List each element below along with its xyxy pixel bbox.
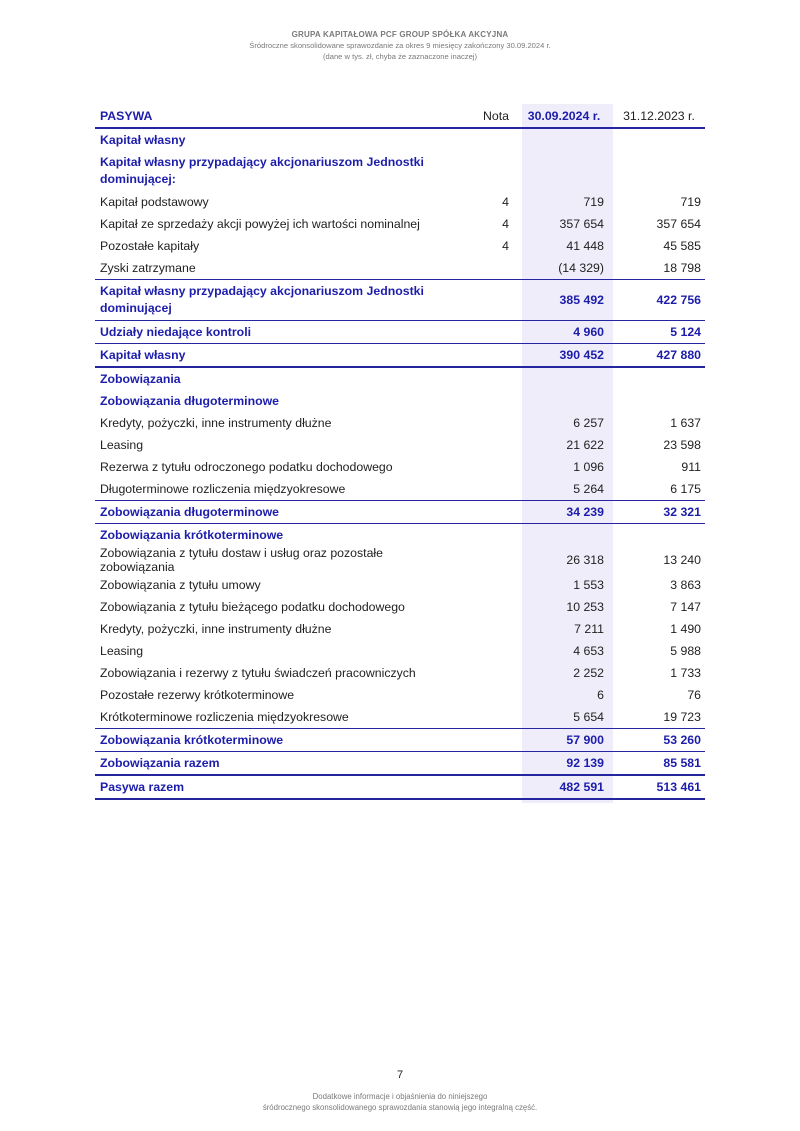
row-nota bbox=[465, 662, 515, 684]
row-nota bbox=[465, 618, 515, 640]
row-nota bbox=[465, 257, 515, 280]
row-previous-value bbox=[613, 524, 705, 547]
row-nota bbox=[465, 128, 515, 151]
row-label: Zobowiązania razem bbox=[95, 752, 465, 776]
page-number: 7 bbox=[396, 1069, 404, 1081]
row-current-value: 4 960 bbox=[515, 321, 613, 344]
row-current-value: 34 239 bbox=[515, 501, 613, 524]
row-previous-value: 427 880 bbox=[613, 344, 705, 368]
row-current-value: 21 622 bbox=[566, 438, 604, 452]
row-previous-value: 3 863 bbox=[670, 578, 701, 592]
row-current-value: 2 252 bbox=[573, 666, 604, 680]
liabilities-table bbox=[95, 104, 705, 800]
row-current-value: (14 329) bbox=[558, 261, 604, 275]
table-row bbox=[95, 213, 705, 235]
report-title: Śródroczne skonsolidowane sprawozdanie za okres 9 miesięcy zakończony 30.09.2024 r. bbox=[249, 41, 551, 50]
row-nota bbox=[465, 596, 515, 618]
row-label: Rezerwa z tytułu odroczonego podatku dochodowego bbox=[100, 460, 393, 474]
row-label: Leasing bbox=[100, 438, 144, 452]
row-previous-value: 911 bbox=[681, 460, 701, 474]
row-current-value: 390 452 bbox=[515, 344, 613, 368]
row-nota bbox=[465, 706, 515, 729]
row-nota bbox=[465, 321, 515, 344]
table-row bbox=[95, 706, 705, 729]
row-nota: 4 bbox=[502, 217, 509, 231]
table-row bbox=[95, 367, 705, 390]
table-row-subtotal bbox=[95, 501, 705, 524]
row-previous-value: 53 260 bbox=[613, 729, 705, 752]
row-current-value: 7 211 bbox=[574, 622, 604, 636]
row-previous-value: 76 bbox=[687, 688, 701, 702]
table-row-subtotal bbox=[95, 729, 705, 752]
row-label: Kredyty, pożyczki, inne instrumenty dłużne bbox=[100, 416, 332, 430]
row-nota bbox=[465, 456, 515, 478]
row-current-value bbox=[515, 367, 613, 390]
row-label: Krótkoterminowe rozliczenia międzyokresowe bbox=[100, 710, 349, 724]
row-previous-value: 6 175 bbox=[670, 482, 701, 496]
table-row bbox=[95, 434, 705, 456]
row-current-value bbox=[515, 390, 613, 412]
row-current-value: 5 654 bbox=[573, 710, 604, 724]
company-name: GRUPA KAPITAŁOWA PCF GROUP SPÓŁKA AKCYJNA bbox=[291, 30, 509, 39]
row-previous-value: 23 598 bbox=[663, 438, 701, 452]
row-label: Leasing bbox=[100, 644, 144, 658]
footer-line-1: Dodatkowe informacje i objaśnienia do niniejszego bbox=[312, 1092, 488, 1101]
units-note: (dane w tys. zł, chyba że zaznaczone inaczej) bbox=[322, 52, 478, 61]
row-previous-value: 357 654 bbox=[656, 217, 701, 231]
table-row-grand-total bbox=[95, 775, 705, 799]
row-previous-value: 7 147 bbox=[670, 600, 701, 614]
row-current-value bbox=[515, 128, 613, 151]
table-row bbox=[95, 574, 705, 596]
row-current-value: 719 bbox=[583, 195, 604, 209]
row-previous-value: 32 321 bbox=[613, 501, 705, 524]
row-previous-value bbox=[613, 128, 705, 151]
row-label: Pasywa razem bbox=[95, 775, 465, 799]
table-row bbox=[95, 524, 705, 547]
row-label: Udziały niedające kontroli bbox=[95, 321, 465, 344]
table-row-total bbox=[95, 752, 705, 776]
table-header-row bbox=[95, 104, 705, 128]
row-label: Zobowiązania długoterminowe bbox=[95, 501, 465, 524]
row-nota bbox=[465, 546, 515, 574]
row-previous-value bbox=[613, 390, 705, 412]
document-header bbox=[0, 29, 800, 62]
row-label: Zobowiązania krótkoterminowe bbox=[100, 528, 284, 542]
row-label: Zobowiązania z tytułu dostaw i usług oraz pozostałe zobowiązania bbox=[100, 546, 383, 574]
row-label: Długoterminowe rozliczenia międzyokresowe bbox=[100, 482, 346, 496]
row-label: Kredyty, pożyczki, inne instrumenty dłużne bbox=[100, 622, 332, 636]
row-previous-value: 422 756 bbox=[613, 280, 705, 321]
table-row-total bbox=[95, 344, 705, 368]
row-label: Zyski zatrzymane bbox=[100, 261, 196, 275]
row-label: Pozostałe kapitały bbox=[100, 239, 200, 253]
row-previous-value: 85 581 bbox=[613, 752, 705, 776]
row-previous-value: 45 585 bbox=[663, 239, 701, 253]
column-header-label: PASYWA bbox=[95, 104, 465, 128]
row-nota: 4 bbox=[502, 195, 509, 209]
row-current-value: 1 553 bbox=[573, 578, 604, 592]
row-label: Kapitał własny bbox=[95, 344, 465, 368]
table-row bbox=[95, 618, 705, 640]
row-nota bbox=[465, 729, 515, 752]
table-row bbox=[95, 235, 705, 257]
footer-line-2: śródrocznego skonsolidowanego sprawozdania stanowią jego integralną część. bbox=[262, 1103, 538, 1112]
row-current-value: 10 253 bbox=[566, 600, 604, 614]
table-row bbox=[95, 151, 705, 191]
row-nota bbox=[465, 524, 515, 547]
row-current-value: 357 654 bbox=[559, 217, 604, 231]
row-previous-value: 18 798 bbox=[663, 261, 701, 275]
row-label: Kapitał ze sprzedaży akcji powyżej ich wartości nominalnej bbox=[100, 217, 420, 231]
row-label: Zobowiązania długoterminowe bbox=[100, 394, 279, 408]
row-nota bbox=[465, 574, 515, 596]
row-current-value: 4 653 bbox=[573, 644, 604, 658]
row-previous-value: 5 124 bbox=[613, 321, 705, 344]
row-previous-value: 1 637 bbox=[670, 416, 701, 430]
table-row bbox=[95, 546, 705, 574]
row-label: Kapitał własny przypadający akcjonariuszom Jednostki dominującej: bbox=[100, 155, 424, 186]
row-current-value: 26 318 bbox=[566, 553, 604, 567]
row-previous-value: 1 733 bbox=[670, 666, 701, 680]
row-previous-value: 719 bbox=[680, 195, 701, 209]
table-row bbox=[95, 478, 705, 501]
row-previous-value: 5 988 bbox=[670, 644, 701, 658]
row-label: Kapitał własny przypadający akcjonariuszom Jednostki dominującej bbox=[95, 280, 465, 321]
row-nota bbox=[465, 390, 515, 412]
row-nota bbox=[465, 775, 515, 799]
row-previous-value: 13 240 bbox=[663, 553, 701, 567]
row-label: Zobowiązania z tytułu umowy bbox=[100, 578, 261, 592]
table-row bbox=[95, 640, 705, 662]
table-row bbox=[95, 191, 705, 213]
row-nota bbox=[465, 412, 515, 434]
row-label: Zobowiązania i rezerwy z tytułu świadczeń pracowniczych bbox=[100, 666, 416, 680]
row-label: Pozostałe rezerwy krótkoterminowe bbox=[100, 688, 295, 702]
row-nota: 4 bbox=[502, 239, 509, 253]
row-label: Zobowiązania z tytułu bieżącego podatku dochodowego bbox=[100, 600, 405, 614]
row-label: Zobowiązania krótkoterminowe bbox=[95, 729, 465, 752]
liabilities-table-wrapper bbox=[95, 104, 705, 800]
row-nota bbox=[465, 501, 515, 524]
row-label: Zobowiązania bbox=[100, 372, 181, 386]
row-nota bbox=[465, 640, 515, 662]
row-current-value: 6 257 bbox=[573, 416, 604, 430]
row-current-value bbox=[515, 151, 613, 191]
table-row-subtotal bbox=[95, 321, 705, 344]
row-nota bbox=[465, 151, 515, 191]
row-nota bbox=[465, 344, 515, 368]
row-previous-value bbox=[613, 151, 705, 191]
row-previous-value: 513 461 bbox=[613, 775, 705, 799]
page-footer bbox=[0, 1091, 800, 1113]
row-current-value: 6 bbox=[597, 688, 604, 702]
table-row bbox=[95, 456, 705, 478]
table-row-subtotal bbox=[95, 280, 705, 321]
row-label: Kapitał własny bbox=[100, 133, 186, 147]
row-previous-value: 1 490 bbox=[670, 622, 701, 636]
row-current-value: 41 448 bbox=[566, 239, 604, 253]
row-nota bbox=[465, 434, 515, 456]
row-current-value: 482 591 bbox=[515, 775, 613, 799]
table-row bbox=[95, 257, 705, 280]
row-nota bbox=[465, 478, 515, 501]
table-row bbox=[95, 684, 705, 706]
table-row bbox=[95, 390, 705, 412]
row-previous-value bbox=[613, 367, 705, 390]
row-nota bbox=[465, 684, 515, 706]
row-current-value: 1 096 bbox=[573, 460, 604, 474]
row-current-value bbox=[515, 524, 613, 547]
row-nota bbox=[465, 367, 515, 390]
table-row bbox=[95, 412, 705, 434]
column-header-nota: Nota bbox=[465, 104, 515, 128]
row-previous-value: 19 723 bbox=[663, 710, 701, 724]
column-header-previous-period: 31.12.2023 r. bbox=[613, 104, 705, 128]
row-current-value: 57 900 bbox=[515, 729, 613, 752]
row-nota bbox=[465, 752, 515, 776]
row-current-value: 92 139 bbox=[515, 752, 613, 776]
table-row bbox=[95, 662, 705, 684]
table-row bbox=[95, 596, 705, 618]
row-current-value: 5 264 bbox=[573, 482, 604, 496]
row-label: Kapitał podstawowy bbox=[100, 195, 209, 209]
row-current-value: 385 492 bbox=[515, 280, 613, 321]
row-nota bbox=[465, 280, 515, 321]
table-row bbox=[95, 128, 705, 151]
column-header-current-period: 30.09.2024 r. bbox=[515, 104, 613, 128]
